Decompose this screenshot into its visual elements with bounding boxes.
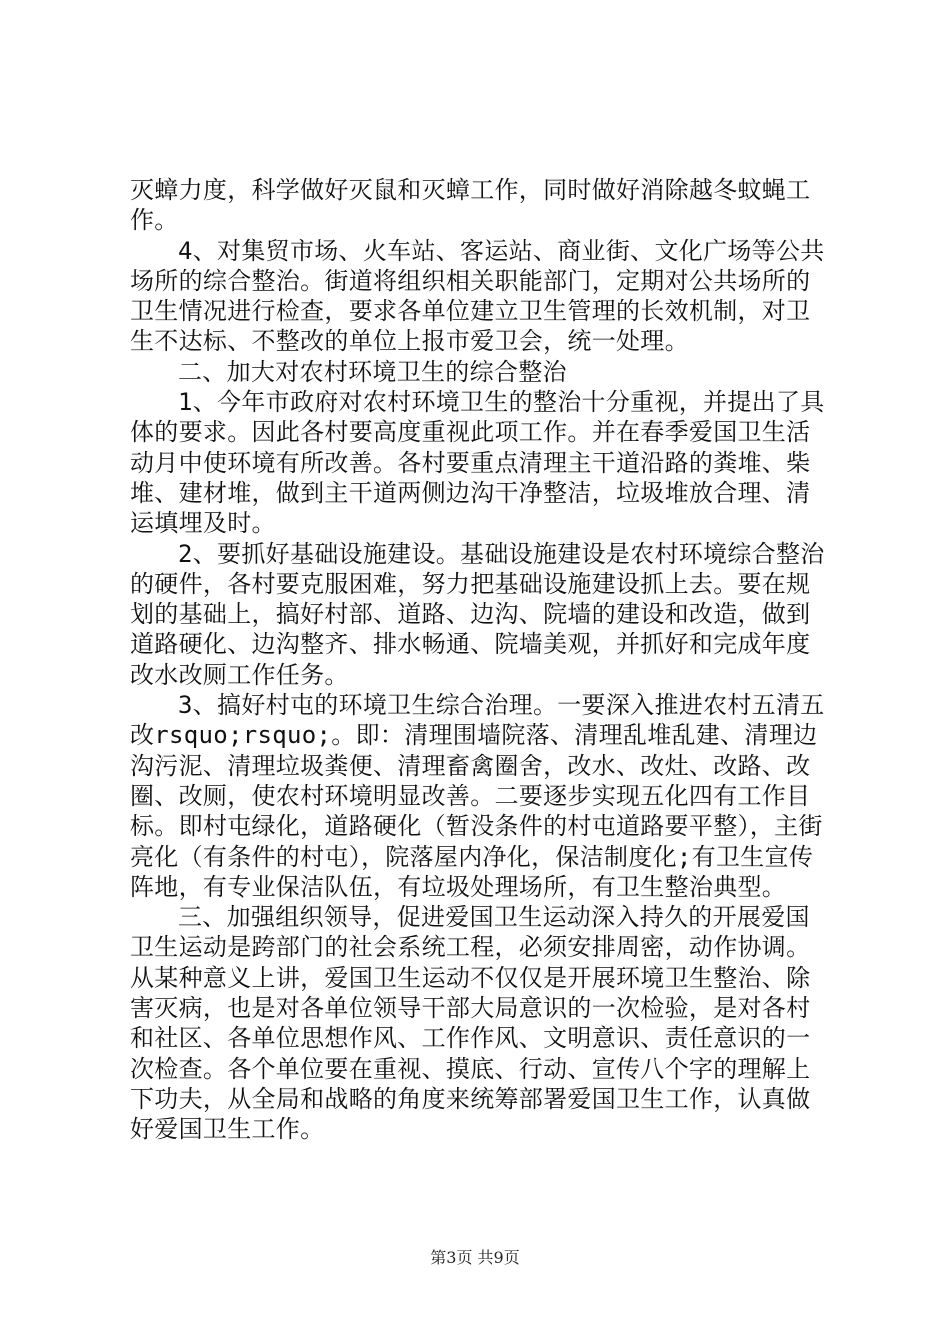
document-body (130, 175, 830, 1145)
paragraph-public-places: 4、对集贸市场、火车站、客运站、商业街、文化广场等公共场所的综合整治。街道将组织相关职能部门，定期对公共场所的卫生情况进行检查，要求各单位建立卫生管理的长效机制，对卫生不达标、不整改的单位上报市爱卫会，统一处理。 (130, 236, 825, 356)
paragraph-rural-1: 1、今年市政府对农村环境卫生的整治十分重视，并提出了具体的要求。因此各村要高度重视此项工作。并在春季爱国卫生活动月中使环境有所改善。各村要重点清理主干道沿路的粪堆、柴堆、建材堆，做到主干道两侧边沟干净整洁，垃圾堆放合理、清运填埋及时。 (130, 388, 825, 538)
paragraph-continuation: 灭蟑力度，科学做好灭鼠和灭蟑工作，同时做好消除越冬蚊蝇工作。 (130, 176, 811, 235)
paragraph-organization: 三、加强组织领导，促进爱国卫生运动深入持久的开展爱国卫生运动是跨部门的社会系统工程，必须安排周密，动作协调。从某种意义上讲，爱国卫生运动不仅仅是开展环境卫生整治、除害灭病，也是对各单位领导干部大局意识的一次检验，是对各村和社区、各单位思想作风、工作作风、文明意识、责任意识的一次检查。各个单位要在重视、摸底、行动、宣传八个字的理解上下功夫，从全局和战略的角度来统筹部署爱国卫生工作，认真做好爱国卫生工作。 (130, 903, 811, 1144)
page-number-footer: 第3页 共9页 (430, 1248, 520, 1267)
section-heading-rural: 二、加大对农村环境卫生的综合整治 (178, 357, 567, 386)
paragraph-rural-3: 3、搞好村屯的环境卫生综合治理。一要深入推进农村五清五改rsquo;rsquo;。即：清理围墙院落、清理乱堆乱建、清理边沟污泥、清理垃圾粪便、清理畜禽圈舍，改水、改灶、改路、改圈、改厕，使农村环境明显改善。二要逐步实现五化四有工作目标。即村屯绿化，道路硬化（暂没条件的村屯道路要平整），主街亮化（有条件的村屯），院落屋内净化，保洁制度化;有卫生宣传阵地，有专业保洁队伍，有垃圾处理场所，有卫生整治典型。 (130, 691, 825, 901)
paragraph-rural-2: 2、要抓好基础设施建设。基础设施建设是农村环境综合整治的硬件，各村要克服困难，努力把基础设施建设抓上去。要在规划的基础上，搞好村部、道路、边沟、院墙的建设和改造，做到道路硬化、边沟整齐、排水畅通、院墙美观，并抓好和完成年度改水改厕工作任务。 (130, 539, 825, 689)
